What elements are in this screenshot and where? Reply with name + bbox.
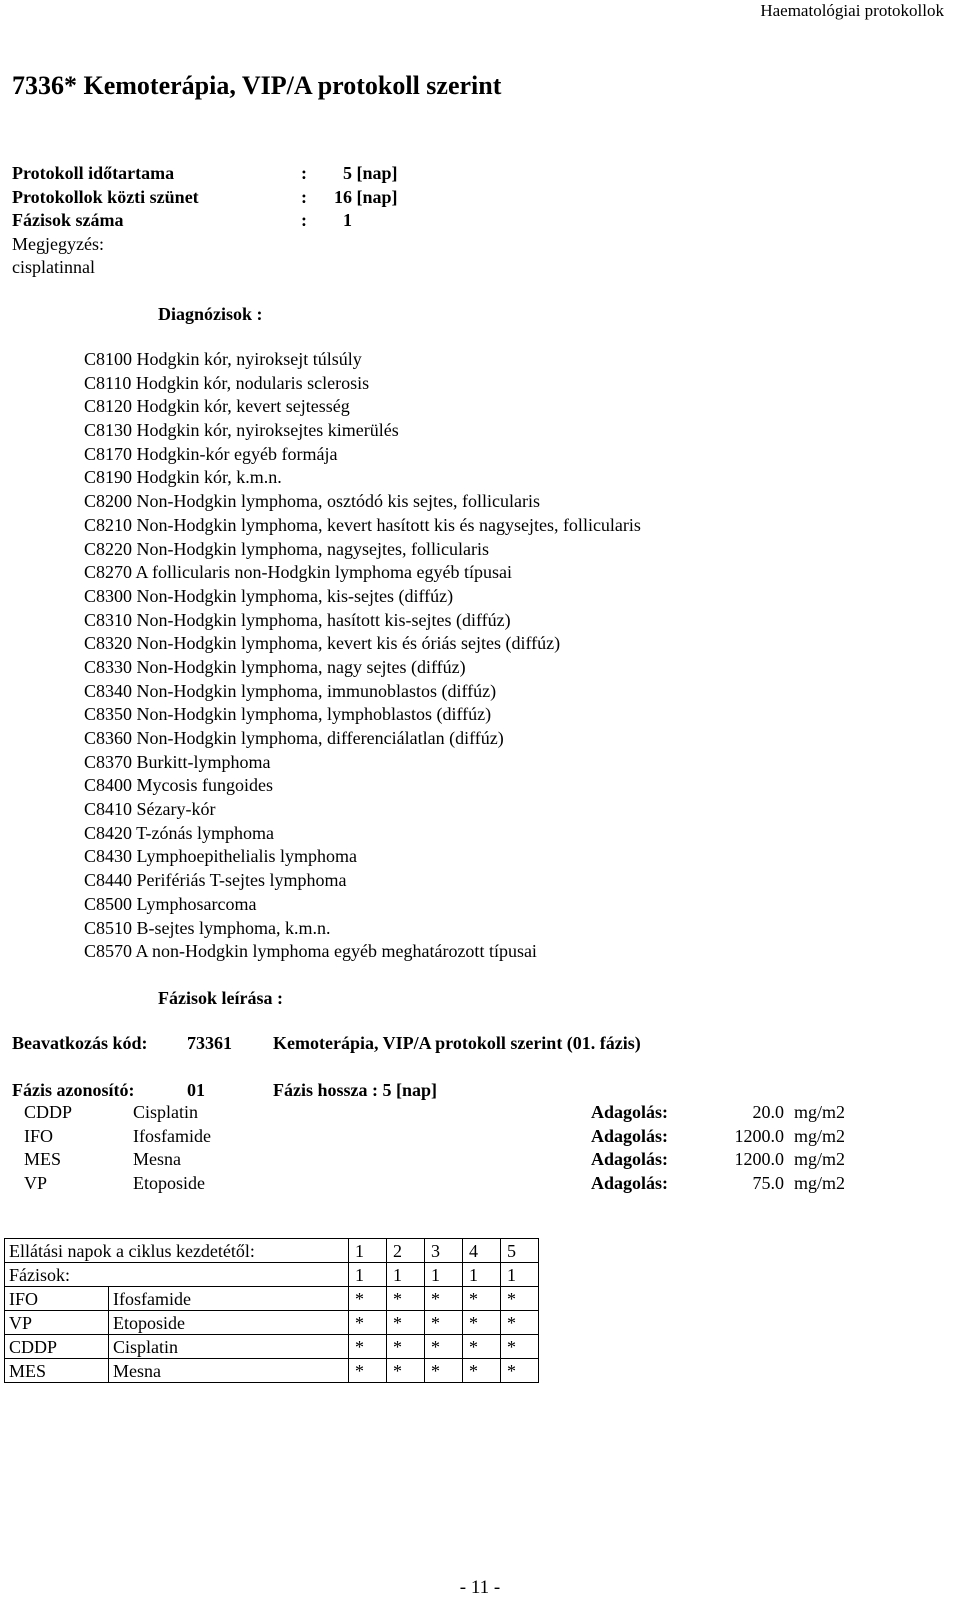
day-cell: 1 <box>349 1239 387 1263</box>
schedule-mark: * <box>425 1335 463 1359</box>
schedule-mark: * <box>387 1311 425 1335</box>
schedule-drug-name: Ifosfamide <box>109 1287 349 1311</box>
drug-name: Cisplatin <box>133 1102 199 1122</box>
schedule-drug-row <box>5 1287 539 1311</box>
schedule-mark: * <box>425 1359 463 1383</box>
schedule-mark: * <box>425 1311 463 1335</box>
schedule-phases-row <box>5 1263 539 1287</box>
diagnosis-item: C8350 Non-Hodgkin lymphoma, lymphoblastos (diffúz) <box>84 704 492 725</box>
diagnosis-item: C8400 Mycosis fungoides <box>84 775 273 796</box>
phases-count-value: 1 <box>343 210 352 230</box>
diagnosis-item: C8190 Hodgkin kór, k.m.n. <box>84 467 282 488</box>
drug-row <box>0 1103 960 1127</box>
day-cell: 3 <box>425 1239 463 1263</box>
schedule-mark: * <box>501 1287 539 1311</box>
diagnosis-item: C8440 Perifériás T-sejtes lymphoma <box>84 870 347 891</box>
schedule-mark: * <box>349 1287 387 1311</box>
diagnoses-heading: Diagnózisok : <box>158 304 263 324</box>
dose-unit: mg/m2 <box>794 1126 846 1146</box>
dose-unit: mg/m2 <box>794 1173 846 1193</box>
phase-cell: 1 <box>387 1263 425 1287</box>
phase-cell: 1 <box>349 1263 387 1287</box>
drug-row <box>0 1150 960 1174</box>
duration-colon: : <box>301 163 307 183</box>
schedule-mark: * <box>463 1359 501 1383</box>
schedule-mark: * <box>387 1335 425 1359</box>
diagnosis-item: C8130 Hodgkin kór, nyiroksejtes kimerülés <box>84 420 399 441</box>
dose-unit: mg/m2 <box>794 1102 846 1122</box>
dose-label: Adagolás: <box>591 1126 669 1146</box>
phases-heading: Fázisok leírása : <box>158 988 283 1008</box>
diagnoses-list <box>84 348 641 964</box>
dose-label: Adagolás: <box>591 1173 669 1193</box>
diagnosis-item: C8320 Non-Hodgkin lymphoma, kevert kis és óriás sejtes (diffúz) <box>84 633 561 654</box>
schedule-drug-row <box>5 1335 539 1359</box>
page-title: 7336* Kemoterápia, VIP/A protokoll szerint <box>12 71 502 100</box>
diagnosis-item: C8300 Non-Hodgkin lymphoma, kis-sejtes (diffúz) <box>84 585 454 606</box>
phase-cell: 1 <box>463 1263 501 1287</box>
drug-code: IFO <box>24 1126 54 1146</box>
intervention-label: Beavatkozás kód: <box>12 1033 148 1053</box>
gap-value: 16 [nap] <box>334 187 398 207</box>
schedule-mark: * <box>387 1287 425 1311</box>
diagnosis-item: C8110 Hodgkin kór, nodularis sclerosis <box>84 372 370 393</box>
schedule-drug-row <box>5 1359 539 1383</box>
duration-value: 5 [nap] <box>343 163 398 183</box>
diagnosis-item: C8170 Hodgkin-kór egyéb formája <box>84 443 338 464</box>
diagnosis-item: C8430 Lymphoepithelialis lymphoma <box>84 846 357 867</box>
phases-count-label: Fázisok száma <box>12 210 124 230</box>
schedule-drug-code: MES <box>5 1359 109 1383</box>
diagnosis-item: C8270 A follicularis non-Hodgkin lymphoma egyéb típusai <box>84 562 512 583</box>
phase-cell: 1 <box>425 1263 463 1287</box>
diagnosis-item: C8510 B-sejtes lymphoma, k.m.n. <box>84 917 331 938</box>
schedule-table <box>4 1238 539 1383</box>
running-header: Haematológiai protokollok <box>760 1 944 20</box>
schedule-drug-code: VP <box>5 1311 109 1335</box>
dose-label: Adagolás: <box>591 1149 669 1169</box>
phase-cell: 1 <box>501 1263 539 1287</box>
diagnosis-item: C8210 Non-Hodgkin lymphoma, kevert hasított kis és nagysejtes, follicularis <box>84 514 641 535</box>
schedule-drug-name: Cisplatin <box>109 1335 349 1359</box>
schedule-mark: * <box>501 1335 539 1359</box>
schedule-days-row <box>5 1239 539 1263</box>
phase-length: Fázis hossza : 5 [nap] <box>273 1080 438 1100</box>
schedule-mark: * <box>425 1287 463 1311</box>
day-cell: 2 <box>387 1239 425 1263</box>
diagnosis-item: C8120 Hodgkin kór, kevert sejtesség <box>84 396 350 417</box>
schedule-drug-name: Etoposide <box>109 1311 349 1335</box>
diagnosis-item: C8100 Hodgkin kór, nyiroksejt túlsúly <box>84 349 362 369</box>
diagnosis-item: C8340 Non-Hodgkin lymphoma, immunoblastos (diffúz) <box>84 680 497 701</box>
phases-count-colon: : <box>301 210 307 230</box>
dose-value: 20.0 <box>752 1102 784 1122</box>
dose-value: 1200.0 <box>734 1149 784 1169</box>
schedule-drug-name: Mesna <box>109 1359 349 1383</box>
phase-id-label: Fázis azonosító: <box>12 1080 135 1100</box>
diagnosis-item: C8420 T-zónás lymphoma <box>84 822 274 843</box>
diagnosis-item: C8220 Non-Hodgkin lymphoma, nagysejtes, follicularis <box>84 538 489 559</box>
diagnosis-item: C8570 A non-Hodgkin lymphoma egyéb meghatározott típusai <box>84 941 537 962</box>
diagnosis-item: C8500 Lymphosarcoma <box>84 893 257 914</box>
diagnosis-item: C8370 Burkitt-lymphoma <box>84 751 271 772</box>
day-cell: 5 <box>501 1239 539 1263</box>
intervention-code: 73361 <box>187 1033 232 1053</box>
page-number: - 11 - <box>459 1577 501 1598</box>
diagnosis-item: C8330 Non-Hodgkin lymphoma, nagy sejtes (diffúz) <box>84 656 466 677</box>
schedule-drug-code: CDDP <box>5 1335 109 1359</box>
dose-value: 1200.0 <box>734 1126 784 1146</box>
schedule-mark: * <box>349 1311 387 1335</box>
dose-unit: mg/m2 <box>794 1149 846 1169</box>
schedule-mark: * <box>349 1335 387 1359</box>
note-value: cisplatinnal <box>12 257 95 277</box>
duration-label: Protokoll időtartama <box>12 163 175 183</box>
drug-row <box>0 1127 960 1151</box>
gap-label: Protokollok közti szünet <box>12 187 199 207</box>
schedule-mark: * <box>501 1311 539 1335</box>
schedule-mark: * <box>349 1359 387 1383</box>
days-label: Ellátási napok a ciklus kezdetétől: <box>5 1239 349 1263</box>
intervention-description: Kemoterápia, VIP/A protokoll szerint (01. fázis) <box>273 1033 641 1053</box>
diagnosis-item: C8200 Non-Hodgkin lymphoma, osztódó kis sejtes, follicularis <box>84 491 540 512</box>
schedule-mark: * <box>463 1287 501 1311</box>
schedule-drug-code: IFO <box>5 1287 109 1311</box>
diagnosis-item: C8410 Sézary-kór <box>84 799 216 820</box>
drug-code: CDDP <box>24 1102 73 1122</box>
schedule-drug-row <box>5 1311 539 1335</box>
drug-row <box>0 1174 960 1198</box>
phases-row-label: Fázisok: <box>5 1263 349 1287</box>
drug-code: VP <box>24 1173 48 1193</box>
schedule-mark: * <box>501 1359 539 1383</box>
drug-name: Etoposide <box>133 1173 205 1193</box>
drug-name: Ifosfamide <box>133 1126 211 1146</box>
diagnosis-item: C8360 Non-Hodgkin lymphoma, differenciálatlan (diffúz) <box>84 728 504 748</box>
dose-value: 75.0 <box>752 1173 784 1193</box>
day-cell: 4 <box>463 1239 501 1263</box>
note-label: Megjegyzés: <box>12 234 104 254</box>
schedule-mark: * <box>387 1359 425 1383</box>
drug-name: Mesna <box>133 1149 181 1169</box>
gap-colon: : <box>301 187 307 207</box>
drug-code: MES <box>24 1149 62 1169</box>
dose-label: Adagolás: <box>591 1102 669 1122</box>
phase-id-value: 01 <box>187 1080 205 1100</box>
schedule-mark: * <box>463 1311 501 1335</box>
diagnosis-item: C8310 Non-Hodgkin lymphoma, hasított kis-sejtes (diffúz) <box>84 609 511 630</box>
schedule-mark: * <box>463 1335 501 1359</box>
